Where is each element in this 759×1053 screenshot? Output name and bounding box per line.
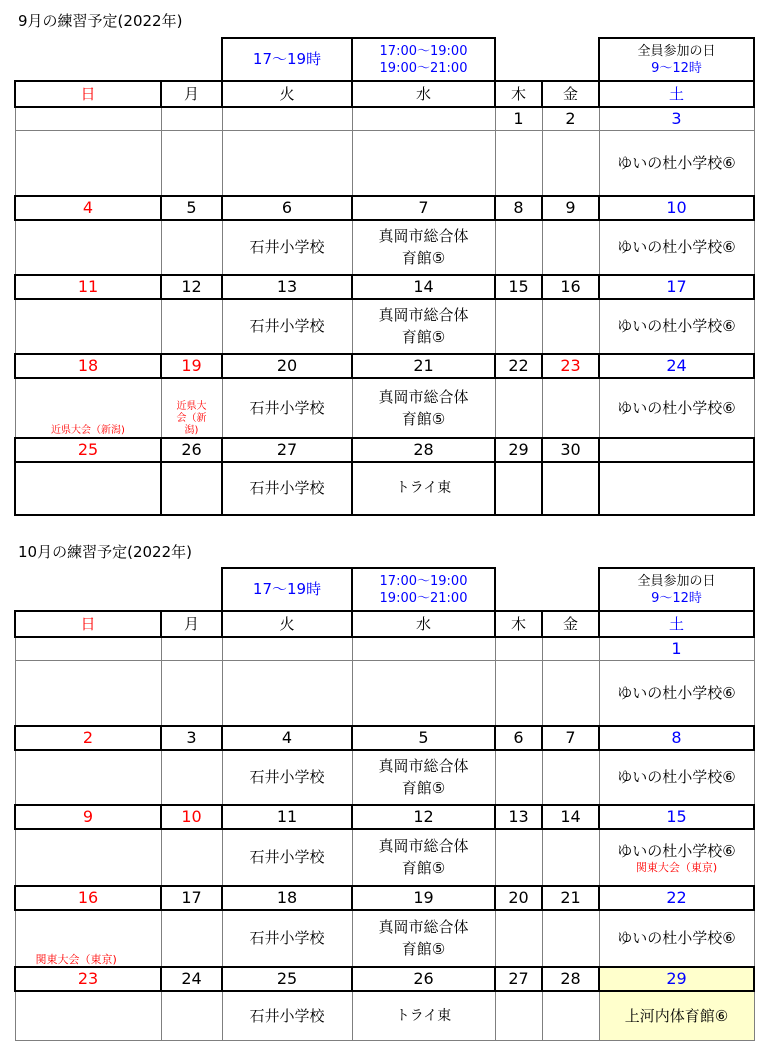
event-row: 石井小学校 トライ東 上河内体育館⑥ <box>15 991 754 1041</box>
saturday-time: 全員参加の日 9〜12時 <box>599 38 754 81</box>
date-cell: 2 <box>542 107 599 131</box>
day-wed: 水 <box>352 81 495 107</box>
october-title: 10月の練習予定(2022年) <box>18 543 192 561</box>
day-sun: 日 <box>15 611 161 637</box>
date-row <box>15 637 754 661</box>
event-row: 関東大会（東京) 石井小学校 真岡市総合体育館⑤ ゆいの杜小学校⑥ <box>15 910 754 967</box>
event-row: 近県大会（新潟) 近県大会（新潟) 石井小学校 真岡市総合体育館⑤ ゆいの杜小学校⑥ <box>15 378 754 438</box>
tournament-note: 関東大会（東京) <box>635 861 718 874</box>
event-row: 石井小学校 トライ東 <box>15 462 754 515</box>
event-cell: ゆいの杜小学校⑥ <box>599 661 754 726</box>
weekday-row <box>15 611 754 637</box>
saturday-time: 全員参加の日 9〜12時 <box>599 568 754 611</box>
september-title: 9月の練習予定(2022年) <box>18 12 183 30</box>
highlighted-date: 29 <box>599 967 754 991</box>
day-mon: 月 <box>161 81 222 107</box>
tuesday-time: 17〜19時 <box>222 568 352 611</box>
day-fri: 金 <box>542 81 599 107</box>
date-row: 2 3 4 5 6 7 8 <box>15 726 754 750</box>
date-cell: 1 <box>599 637 754 661</box>
day-thu: 木 <box>495 81 542 107</box>
event-row: 石井小学校 真岡市総合体育館⑤ ゆいの杜小学校⑥ 関東大会（東京) <box>15 829 754 886</box>
date-row: 4 5 6 7 8 9 10 <box>15 196 754 220</box>
date-row: 23 24 25 26 27 28 29 <box>15 967 754 991</box>
day-sat: 土 <box>599 81 754 107</box>
time-header-row <box>15 38 754 81</box>
tuesday-time: 17〜19時 <box>222 38 352 81</box>
day-tue: 火 <box>222 81 352 107</box>
september-calendar <box>14 37 755 516</box>
day-tue: 火 <box>222 611 352 637</box>
time-header-row <box>15 568 754 611</box>
event-row: 石井小学校 真岡市総合体育館⑤ ゆいの杜小学校⑥ <box>15 220 754 275</box>
date-cell: 1 <box>495 107 542 131</box>
highlighted-event: 上河内体育館⑥ <box>599 991 754 1041</box>
date-row: 9 10 11 12 13 14 15 <box>15 805 754 829</box>
date-cell: 3 <box>599 107 754 131</box>
october-calendar <box>14 567 755 1041</box>
day-sat: 土 <box>599 611 754 637</box>
day-sun: 日 <box>15 81 161 107</box>
date-row: 11 12 13 14 15 16 17 <box>15 275 754 299</box>
date-row: 25 26 27 28 29 30 <box>15 438 754 462</box>
wednesday-time: 17:00〜19:00 19:00〜21:00 <box>352 568 495 611</box>
event-row <box>15 131 754 196</box>
event-row <box>15 661 754 726</box>
weekday-row <box>15 81 754 107</box>
tournament-note: 近県大会（新潟) <box>51 424 125 436</box>
event-cell: ゆいの杜小学校⑥ <box>599 131 754 196</box>
tournament-note: 近県大会（新潟) <box>176 400 207 436</box>
date-row: 16 17 18 19 20 21 22 <box>15 886 754 910</box>
event-row: 石井小学校 真岡市総合体育館⑤ ゆいの杜小学校⑥ <box>15 299 754 354</box>
day-thu: 木 <box>495 611 542 637</box>
date-row <box>15 107 754 131</box>
day-mon: 月 <box>161 611 222 637</box>
event-row: 石井小学校 真岡市総合体育館⑤ ゆいの杜小学校⑥ <box>15 750 754 805</box>
day-wed: 水 <box>352 611 495 637</box>
date-row: 18 19 20 21 22 23 24 <box>15 354 754 378</box>
day-fri: 金 <box>542 611 599 637</box>
wednesday-time: 17:00〜19:00 19:00〜21:00 <box>352 38 495 81</box>
tournament-note: 関東大会（東京) <box>35 952 117 966</box>
